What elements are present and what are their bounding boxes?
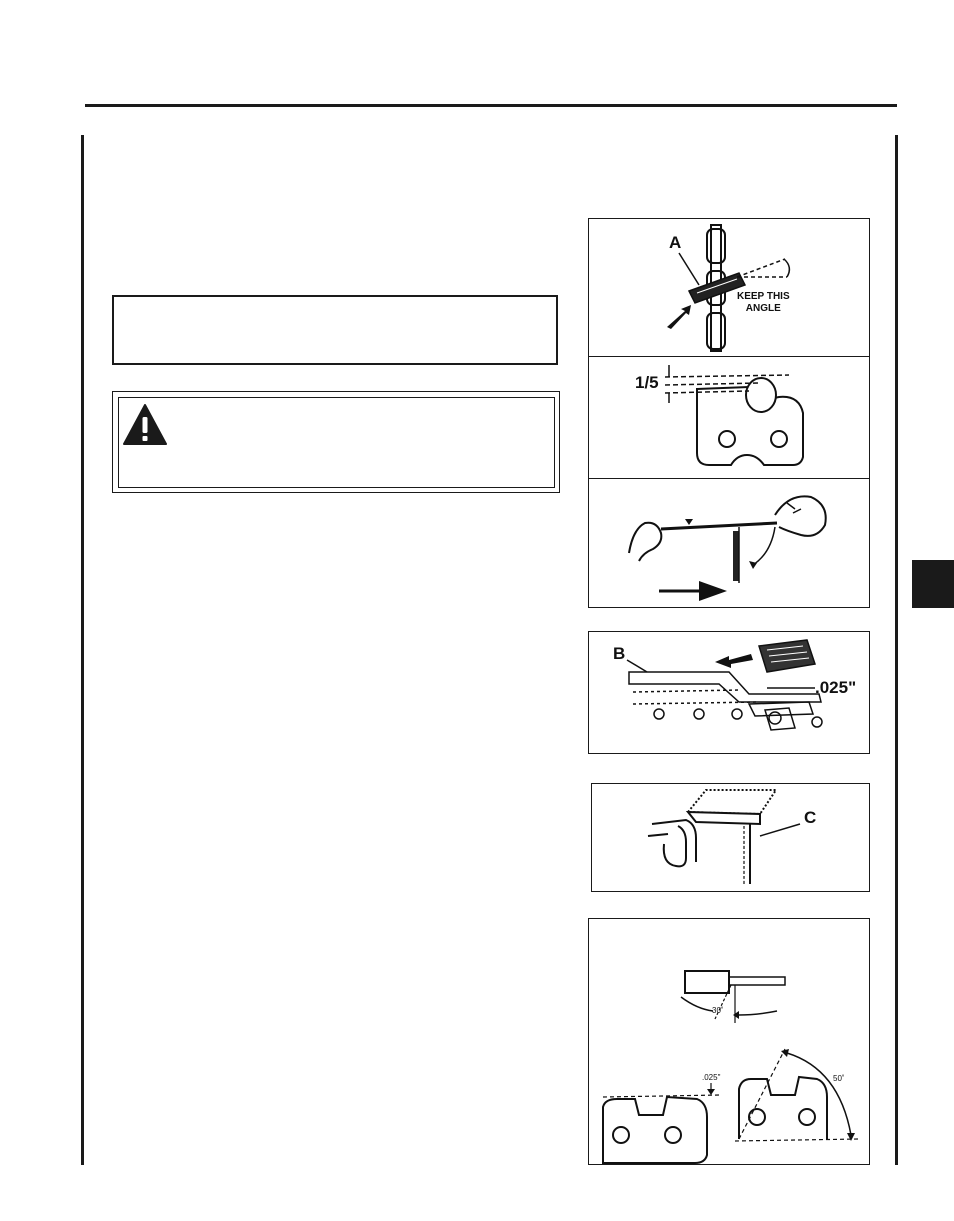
warning-triangle-icon [122,403,168,447]
angle-note: KEEP THIS ANGLE [737,291,790,314]
header-rule [85,104,897,107]
figure-file-depth [588,356,870,480]
label-b: B [613,644,626,663]
label-a: A [669,233,682,252]
label-c: C [804,808,817,827]
right-margin-rule [895,135,898,1165]
section-tab [912,560,954,608]
top-angle-label: 30˚ [712,1006,724,1015]
left-margin-rule [81,135,84,1165]
warning-box-inner [118,397,555,488]
figure-angles [588,918,870,1165]
side-angle-label: 50˚ [833,1074,845,1083]
clearance-small-label: .025" [702,1073,721,1082]
figure-file-angle [588,218,870,358]
note-box [112,295,558,365]
figure-file-motion [588,478,870,608]
figure-round-gauge [591,783,870,892]
figure-depth-gauge [588,631,870,754]
clearance-label: .025" [815,678,857,697]
depth-fraction: 1/5 [635,373,659,392]
